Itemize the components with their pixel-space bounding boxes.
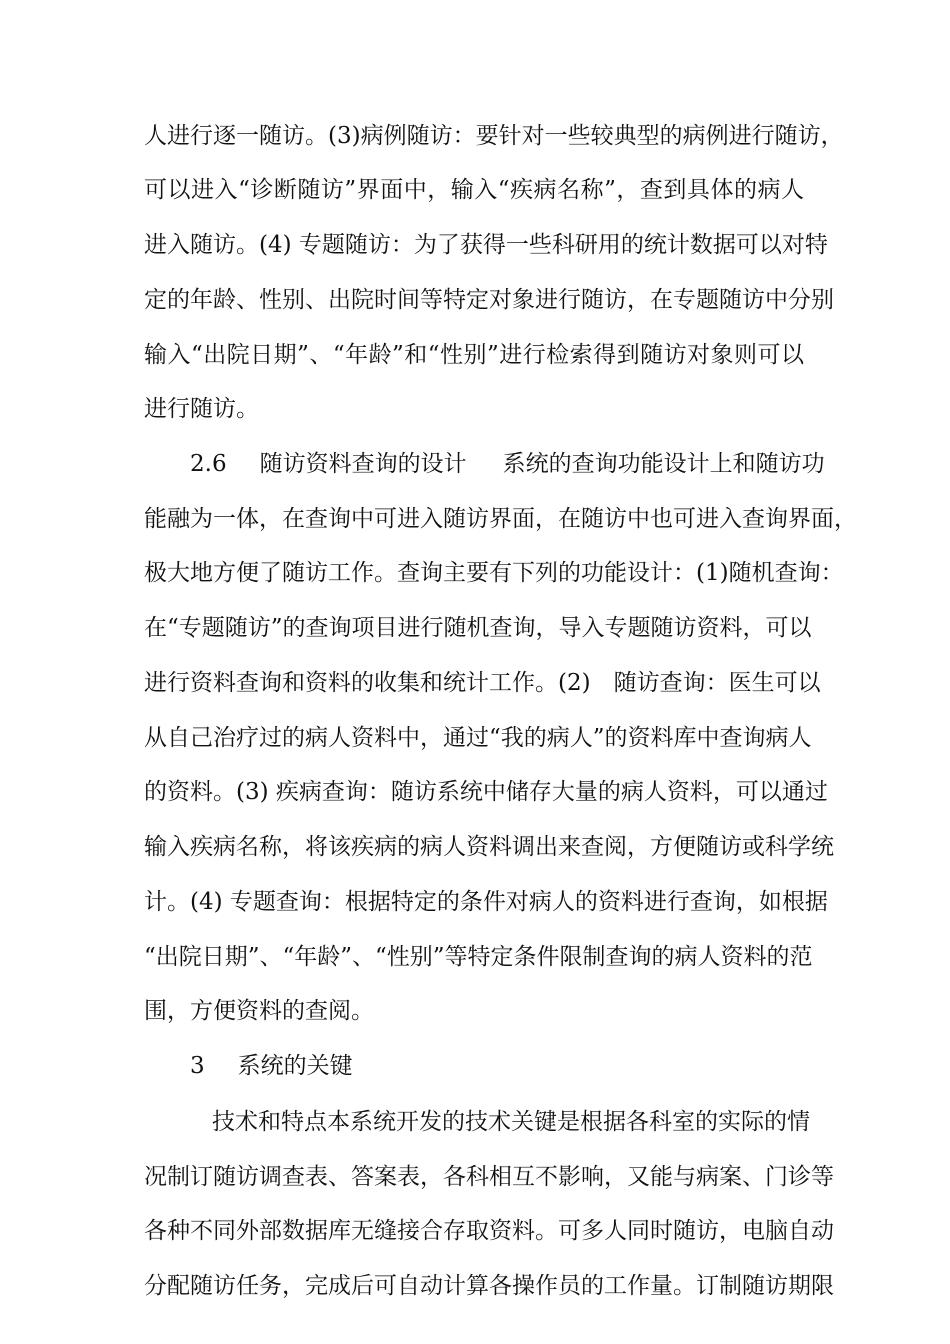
text-line: 分配随访任务，完成后可自动计算各操作员的工作量。订制随访期限 (144, 1273, 834, 1299)
text-line: 围，方便资料的查阅。 (144, 998, 374, 1024)
section-number: 3 (190, 1053, 205, 1079)
text-run: 系统的查询功能设计上和随访功 (502, 451, 825, 477)
text-line: 能融为一体，在查询中可进入随访界面，在随访中也可进入查询界面， (144, 506, 857, 532)
text-line: 进入随访。(4) 专题随访：为了获得一些科研用的统计数据可以对特 (144, 232, 828, 258)
text-line: 各种不同外部数据库无缝接合存取资料。可多人同时随访，电脑自动 (144, 1218, 834, 1244)
text-line: 进行随访。 (144, 396, 259, 422)
text-line: 的资料。(3) 疾病查询：随访系统中储存大量的病人资料，可以通过 (144, 779, 828, 805)
text-line: 可以进入“诊断随访”界面中，输入“疾病名称”，查到具体的病人 (144, 177, 804, 203)
section-3-heading (190, 1050, 804, 1082)
text-line: 况制订随访调查表、答案表，各科相互不影响，又能与病案、门诊等 (144, 1164, 834, 1190)
text-line: 在“专题随访”的查询项目进行随机查询，导入专题随访资料，可以 (144, 615, 812, 641)
text-line: 从自己治疗过的病人资料中，通过“我的病人”的资料库中查询病人 (144, 725, 812, 751)
text-line: 定的年龄、性别、出院时间等特定对象进行随访，在专题随访中分别 (144, 287, 834, 313)
text-line: 技术和特点本系统开发的技术关键是根据各科室的实际的情 (212, 1109, 810, 1135)
section-title: 随访资料查询的设计 (259, 451, 467, 477)
section-heading-line (190, 448, 825, 480)
text-line: “出院日期”、“年龄”、“性别”等特定条件限制查询的病人资料的范 (144, 944, 813, 970)
text-line: 输入“出院日期”、“年龄”和“性别”进行检索得到随访对象则可以 (144, 342, 804, 368)
text-line: 极大地方便了随访工作。查询主要有下列的功能设计：(1)随机查询： (144, 560, 844, 586)
text-line: 输入疾病名称，将该疾病的病人资料调出来查阅，方便随访或科学统 (144, 834, 834, 860)
section-number: 2.6 (190, 451, 227, 477)
text-line: 进行资料查询和资料的收集和统计工作。(2) 随访查询：医生可以 (144, 670, 821, 696)
text-line: 计。(4) 专题查询：根据特定的条件对病人的资料进行查询，如根据 (144, 889, 828, 915)
section-title: 系统的关键 (237, 1053, 353, 1079)
text-line: 人进行逐一随访。(3)病例随访：要针对一些较典型的病例进行随访， (144, 123, 844, 149)
